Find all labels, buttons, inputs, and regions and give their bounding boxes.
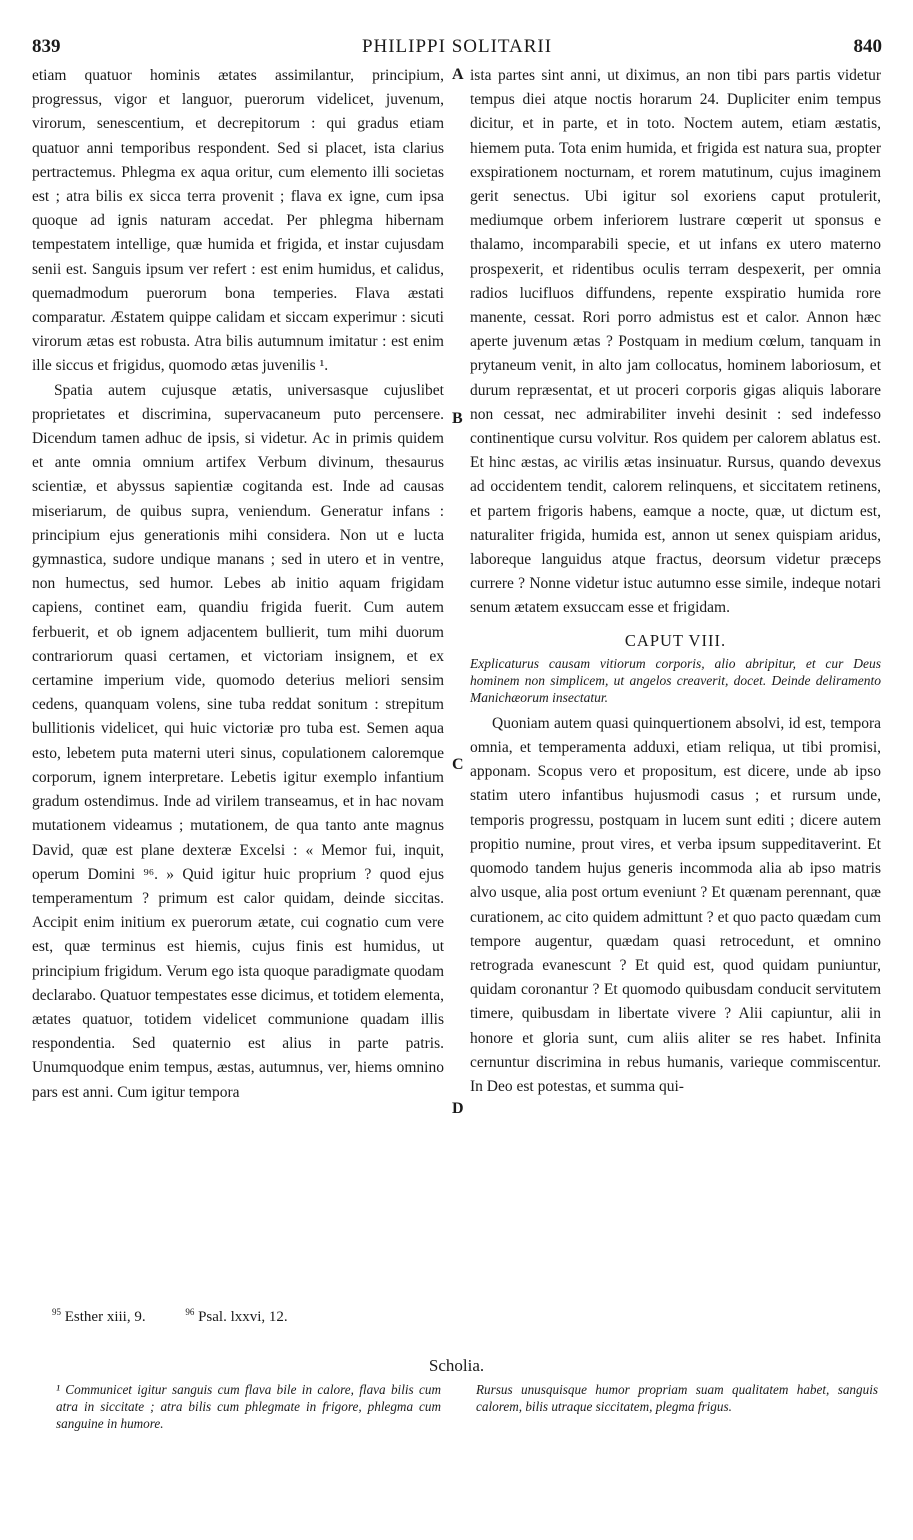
- scholia-right: Rursus unusquisque humor propriam suam qualitatem habet, sanguis calorem, bilis utraque siccitatem, plegma frigus.: [476, 1382, 878, 1414]
- margin-letter-b: B: [452, 410, 463, 427]
- scholia-heading: Scholia.: [428, 1356, 485, 1375]
- running-header: [32, 36, 882, 64]
- page-number-left: 839: [32, 36, 61, 57]
- scholia-left: ¹ Communicet igitur sanguis cum flava bile in calore, flava bilis cum atra in siccitate ; atra bilis cum phlegmate in frigore, phlegma cum sanguine in humore.: [56, 1382, 441, 1431]
- left-column: [32, 64, 444, 1105]
- chapter-summary: Explicaturus causam vitiorum corporis, alio abripitur, et cur Deus hominem non simplicem, ut angelos creaverit, docet. Deinde deliramento Manichæorum insectatur.: [470, 655, 881, 705]
- margin-letter-c: C: [452, 756, 464, 773]
- right-paragraph-1: ista partes sint anni, ut diximus, an non tibi pars partis videtur tempus diei atque noctis horarum 24. Dupliciter enim tempus dicitur, et in parte, et in toto. Noctem autem, etiam æstatis, hiemem puta. Tota enim humida, et frigida est natura sua, propter exspirationem nocturnam, et rorem matutinum, cujus imaginem gerit senectus. Ubi igitur sol exoriens caput protulerit, mediumque orbem inferiorem lustrare cœperit ut sponsus e thalamo, incomparabili specie, et ut infans ex utero materno prospexerit, et ridentibus oculis terram despexerit, per omnia radios lucifluos diffundens, repente exspiratio humida rore manente, cessat. Rori porro admistus est et calor. Annon hæc aperte juvenum ætas ? Postquam in medium cœlum, tanquam in prytaneum venit, in alto jam collocatus, hominem laboriosum, et durum repræsentat, et ut proceri corporis gigas aliquis laborare non cessat, nec admirabiliter invehi desinit : sed indefesso continentique cursu volvitur. Ros quidem per calorem ablatus est. Et hinc æstas, ac virilis ætas insinuatur. Rursus, quando devexus ad occidentem tendit, calorem relinquens, et siccitatem retinens, et partem frigoris habens, eamque a nocte, quæ, ut dictum est, naturaliter frigida, humida est, annon ut senex quispiam aridus, laboreque languidus atque fractus, deorsum videtur præceps currere ? Nonne videtur istuc autumno esse simile, indeque notari senum ætatem exsuccam esse et frigidam.: [470, 67, 881, 617]
- left-paragraph-2: Spatia autem cujusque ætatis, universasque cujuslibet proprietates et discrimina, supervacaneum puto percensere. Dicendum tamen adhuc de ipsis, si videtur. Ac in primis quidem et ante omnia omnium artifex Verbum divinum, thesaurus scientiæ, et abyssus sapientiæ cogitanda est. Inde ad causas miseriarum, de quibus supra, veniendum. Generatur infans : principium ejus generationis mihi considera. Non ut e lucta gymnastica, sudore undique manans ; sed in utero et in ventre, non humectus, sed humor. Lebes ab initio aquam frigidam capiens, continet eam, quandiu frigida fuerit. Cum autem ferbuerit, et ob ignem adjacentem bullierit, tum mihi duorum contrariorum quasi certamen, et victoriam insignem, et ex certamine imperium vide, quomodo deterius meliori sensim cedens, quanquam volens, sine tuba reddat sonitum : strepitum bullitionis videlicet, qui huic victoriæ pro tuba est. Semen aqua esto, lebetem puta materni uteri sinus, copulationem caloremque corporum, ignem interpretare. Lebetis igitur exemplo infantium gradum ostendimus. Inde ad virilem transeamus, et in hac novam mutationem videamus ; mutationem, de qua tanto ante magnus David, quæ est plane dexteræ Excelsi : « Memor fui, inquit, operum Domini ⁹⁶. » Quid igitur huic proprium ? quod ejus temperamentum ? primum est calor quidam, deinde siccitas. Accipit enim initium ex puerorum ætate, cui cognatio cum vere est, quæ terminus est hiemis, cujus finis est humidus, ut principium frigidum. Verum ego ista quoque paradigmate quodam declarabo. Quatuor tempestates esse dicimus, et totidem elementa, ætates quatuor, totidem videlicet communione quadam illis respondentia. Sed quaternio est alius in parte patris. Unumquodque enim tempus, æstas, autumnus, ver, hiems omnino pars est anni. Cum igitur tempora: [32, 381, 444, 1101]
- page-number-right: 840: [853, 36, 882, 57]
- margin-letter-a: A: [452, 66, 464, 83]
- right-paragraph-2: Quoniam autem quasi quinquertionem absolvi, id est, tempora omnia, et temperamenta adduxi, etiam reliqua, ut tibi promisi, apponam. Scopus vero et propositum, est dicere, unde ab ipso statim utero infantibus hujusmodi casus ; et rursum unde, temporis progressu, postquam in lucem sunt editi ; dicere autem propitio numine, prout vires, et verba ipsum suppeditaverint. Et quomodo tandem hujus generis incommoda alia ab ipso matris alvo usque, alia post ortum eveniunt ? Et quænam perennant, quæ curationem, ac cito quidem admittunt ? et quo pacto quædam cum tempore augentur, quædam quasi retrocedunt, et omnino retrograda evanescunt ? Et quid est, quod quidam puniuntur, quidam coronantur ? Et quomodo quibusdam conducit servitutem timere, quibusdam in libertate vivere ? Alii capiuntur, alii in honore et gloria sunt, cum aliis aliter se res habet. Infinita cernuntur discrimina in rebus humanis, varieque commiscentur. In Deo est potestas, et summa qui-: [470, 714, 881, 1095]
- footnotes: [52, 1307, 324, 1326]
- margin-letter-d: D: [452, 1100, 464, 1117]
- left-paragraph-1: etiam quatuor hominis ætates assimilantur, principium, progressus, vigor et languor, puerorum videlicet, juvenum, virorum, senescentium, et decrepitorum : qui gradus etiam quatuor anni temporibus respondent. Sed si placet, ista clarius pertractemus. Phlegma ex aqua oritur, cum elemento illi societas est ; atra bilis ex sicca terra provenit ; flava ex igne, cum ipsa quoque ad ignis naturam accedat. Per phlegma hibernam tempestatem intellige, quæ humida et frigida, et instar cujusdam senii est. Sanguis ipsum ver refert : est enim humidus, et calidus, quemadmodum puerorum bona temperies. Flava æstati comparatur. Æstatem quippe calidam et siccam experimur : sicuti virorum ætas est robusta. Atra bilis autumnum imitatur : est enim ille siccus et frigidus, quomodo ætas juvenilis ¹.: [32, 67, 444, 375]
- chapter-heading: CAPUT VIII.: [624, 630, 727, 650]
- right-column: [470, 64, 881, 1099]
- footnote: $^{96}$ Psal. lxxvi, 12.: [185, 1307, 288, 1325]
- footnote: $^{95}$ Esther xiii, 9.: [52, 1307, 146, 1325]
- running-title: PHILIPPI SOLITARII: [361, 36, 553, 57]
